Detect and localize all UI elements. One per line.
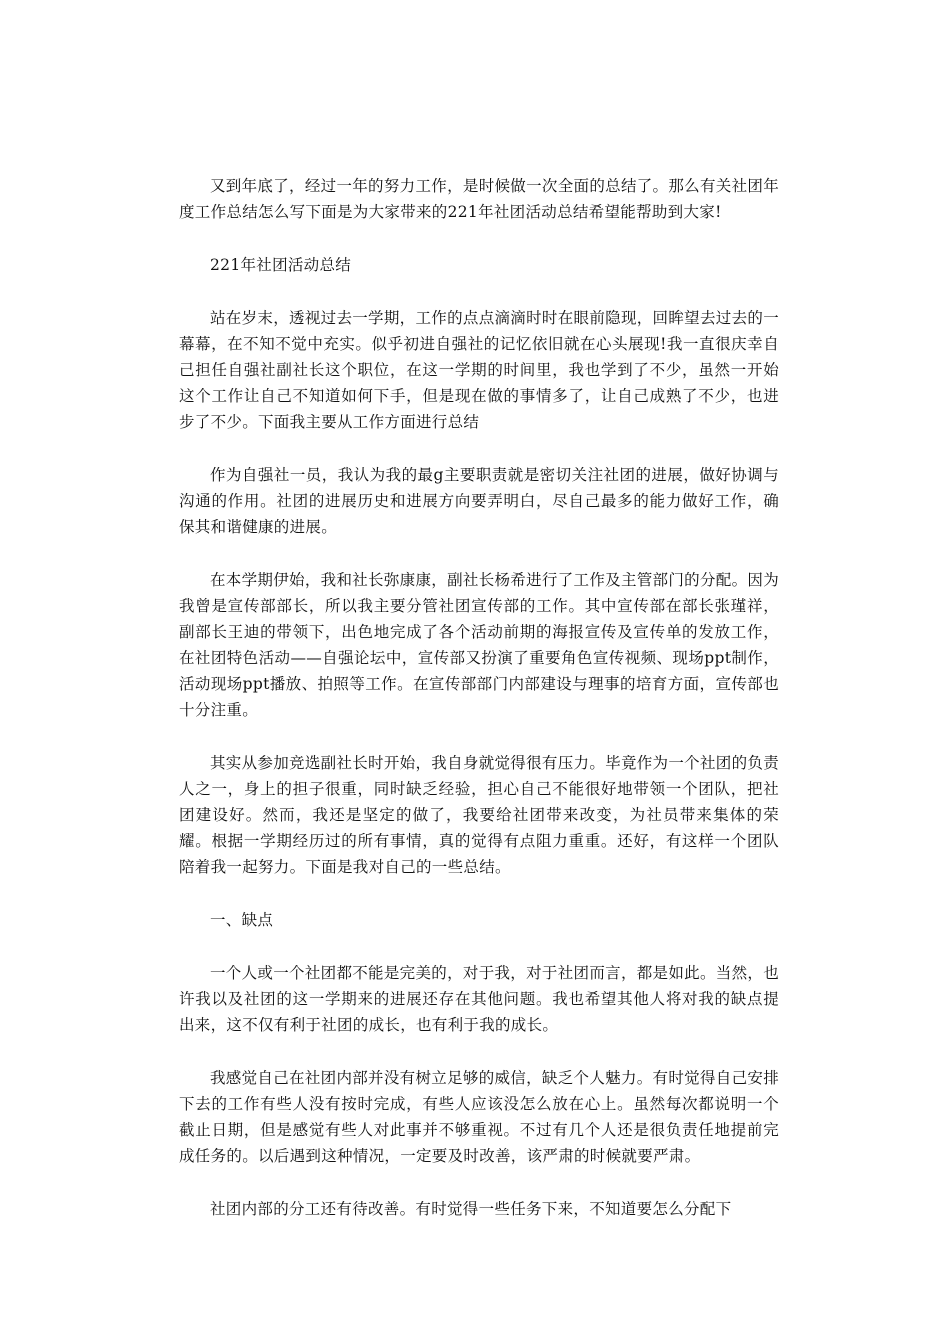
body-paragraph-6: 我感觉自己在社团内部并没有树立足够的威信，缺乏个人魅力。有时觉得自己安排下去的工作有些人没有按时完成，有些人应该没怎么放在心上。虽然每次都说明一个截止日期，但是感觉有些人对此事并不够重视。不过有几个人还是很负责任地提前完成任务的。以后遇到这种情况，一定要及时改善，该严肃的时候就要严肃。 (179, 1069, 779, 1165)
body-paragraph-4: 其实从参加竞选副社长时开始，我自身就觉得很有压力。毕竟作为一个社团的负责人之一，身上的担子很重，同时缺乏经验，担心自己不能很好地带领一个团队，把社团建设好。然而，我还是坚定的做了，我要给社团带来改变，为社员带来集体的荣耀。根据一学期经历过的所有事情，真的觉得有点阻力重重。还好，有这样一个团队陪着我一起努力。下面是我对自己的一些总结。 (179, 754, 779, 876)
body-paragraph-1: 站在岁末，透视过去一学期，工作的点点滴滴时时在眼前隐现，回眸望去过去的一幕幕，在不知不觉中充实。似乎初进自强社的记忆依旧就在心头展现!我一直很庆幸自己担任自强社副社长这个职位，在这一学期的时间里，我也学到了不少，虽然一开始这个工作让自己不知道如何下手，但是现在做的事情多了，让自己成熟了不少，也进步了不少。下面我主要从工作方面进行总结 (179, 309, 779, 431)
body-paragraph-5: 一个人或一个社团都不能是完美的，对于我，对于社团而言，都是如此。当然，也许我以及社团的这一学期来的进展还存在其他问题。我也希望其他人将对我的缺点提出来，这不仅有利于社团的成长，也有利于我的成长。 (179, 964, 779, 1034)
body-paragraph-2: 作为自强社一员，我认为我的最g主要职责就是密切关注社团的进展，做好协调与沟通的作用。社团的进展历史和进展方向要弄明白，尽自己最多的能力做好工作，确保其和谐健康的进展。 (179, 466, 779, 536)
document-title: 221年社团活动总结 (210, 256, 352, 274)
intro-paragraph: 又到年底了，经过一年的努力工作，是时候做一次全面的总结了。那么有关社团年度工作总结怎么写下面是为大家带来的221年社团活动总结希望能帮助到大家! (179, 177, 779, 221)
body-paragraph-3: 在本学期伊始，我和社长弥康康，副社长杨希进行了工作及主管部门的分配。因为我曾是宣传部部长，所以我主要分管社团宣传部的工作。其中宣传部在部长张瑾祥，副部长王迪的带领下，出色地完成了各个活动前期的海报宣传及宣传单的发放工作，在社团特色活动——自强论坛中，宣传部又扮演了重要角色宣传视频、现场ppt制作，活动现场ppt播放、拍照等工作。在宣传部部门内部建设与理事的培育方面，宣传部也十分注重。 (179, 571, 779, 719)
section-heading-shortcomings: 一、缺点 (210, 911, 274, 929)
document-body (179, 173, 779, 1249)
body-paragraph-7: 社团内部的分工还有待改善。有时觉得一些任务下来，不知道要怎么分配下 (210, 1200, 732, 1218)
